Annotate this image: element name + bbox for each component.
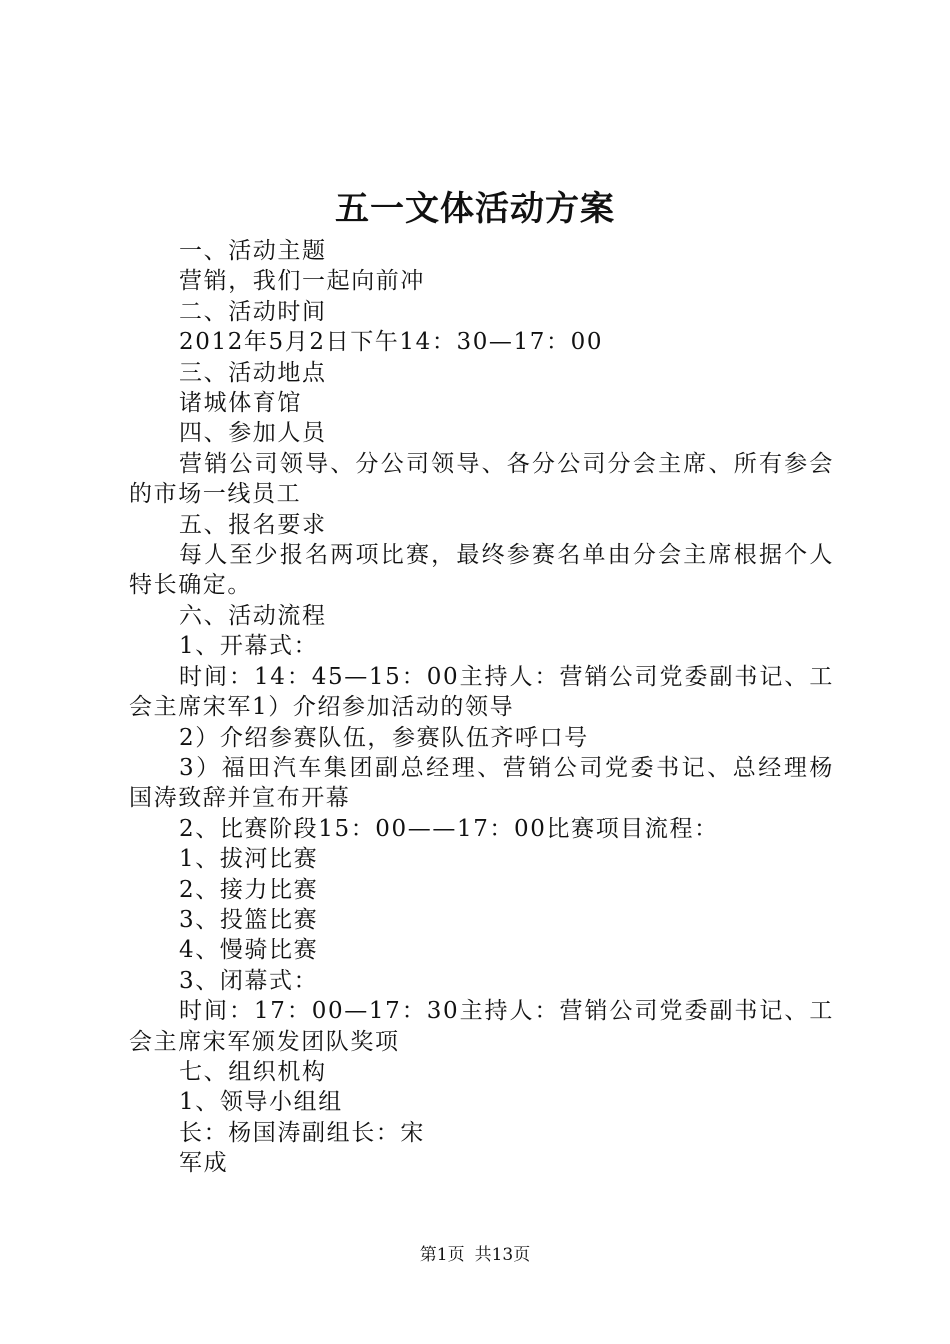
paragraph-opening: 1、开幕式： bbox=[179, 633, 319, 660]
paragraph-leadership-group: 1、领导小组组 bbox=[179, 1089, 343, 1116]
paragraph-opening-time: 时间：14：45—15：00主持人：营销公司党委副书记、工会主席宋军1）介绍参加活动的领导 bbox=[129, 663, 834, 721]
paragraph-competition: 2、比赛阶段15：00——17：00比赛项目流程： bbox=[179, 815, 719, 842]
list-item-basketball: 3、投篮比赛 bbox=[179, 906, 319, 933]
paragraph-theme: 营销，我们一起向前冲 bbox=[179, 268, 425, 295]
list-item-tug-of-war: 1、拔河比赛 bbox=[179, 846, 319, 873]
heading-participants: 四、参加人员 bbox=[179, 420, 327, 447]
heading-registration: 五、报名要求 bbox=[179, 511, 327, 538]
paragraph-location: 诸城体育馆 bbox=[179, 390, 302, 417]
page-total: 共13页 bbox=[474, 1245, 531, 1265]
paragraph-time: 2012年5月2日下午14：30—17：00 bbox=[179, 329, 604, 356]
paragraph-closing: 3、闭幕式： bbox=[179, 967, 319, 994]
paragraph-registration: 每人至少报名两项比赛，最终参赛名单由分会主席根据个人特长确定。 bbox=[129, 542, 834, 599]
paragraph-group-leader: 长：杨国涛副组长：宋 bbox=[179, 1119, 425, 1146]
heading-time: 二、活动时间 bbox=[179, 298, 327, 325]
paragraph-group-member: 军成 bbox=[179, 1150, 229, 1177]
paragraph-participants: 营销公司领导、分公司领导、各分公司分会主席、所有参会的市场一线员工 bbox=[129, 450, 834, 508]
list-item-slow-ride: 4、慢骑比赛 bbox=[179, 937, 319, 964]
heading-process: 六、活动流程 bbox=[179, 602, 327, 629]
document-body bbox=[129, 236, 834, 1179]
paragraph-opening-speech: 3）福田汽车集团副总经理、营销公司党委书记、总经理杨国涛致辞并宣布开幕 bbox=[129, 754, 834, 812]
heading-location: 三、活动地点 bbox=[179, 359, 327, 386]
document-title: 五一文体活动方案 bbox=[335, 189, 615, 229]
paragraph-closing-time: 时间：17：00—17：30主持人：营销公司党委副书记、工会主席宋军颁发团队奖项 bbox=[129, 998, 834, 1055]
heading-organization: 七、组织机构 bbox=[179, 1058, 327, 1085]
page-number: 第1页 bbox=[419, 1245, 465, 1265]
paragraph-opening-teams: 2）介绍参赛队伍，参赛队伍齐呼口号 bbox=[179, 724, 589, 751]
heading-theme: 一、活动主题 bbox=[179, 238, 327, 264]
list-item-relay: 2、接力比赛 bbox=[179, 876, 319, 903]
page-footer bbox=[0, 1243, 950, 1267]
